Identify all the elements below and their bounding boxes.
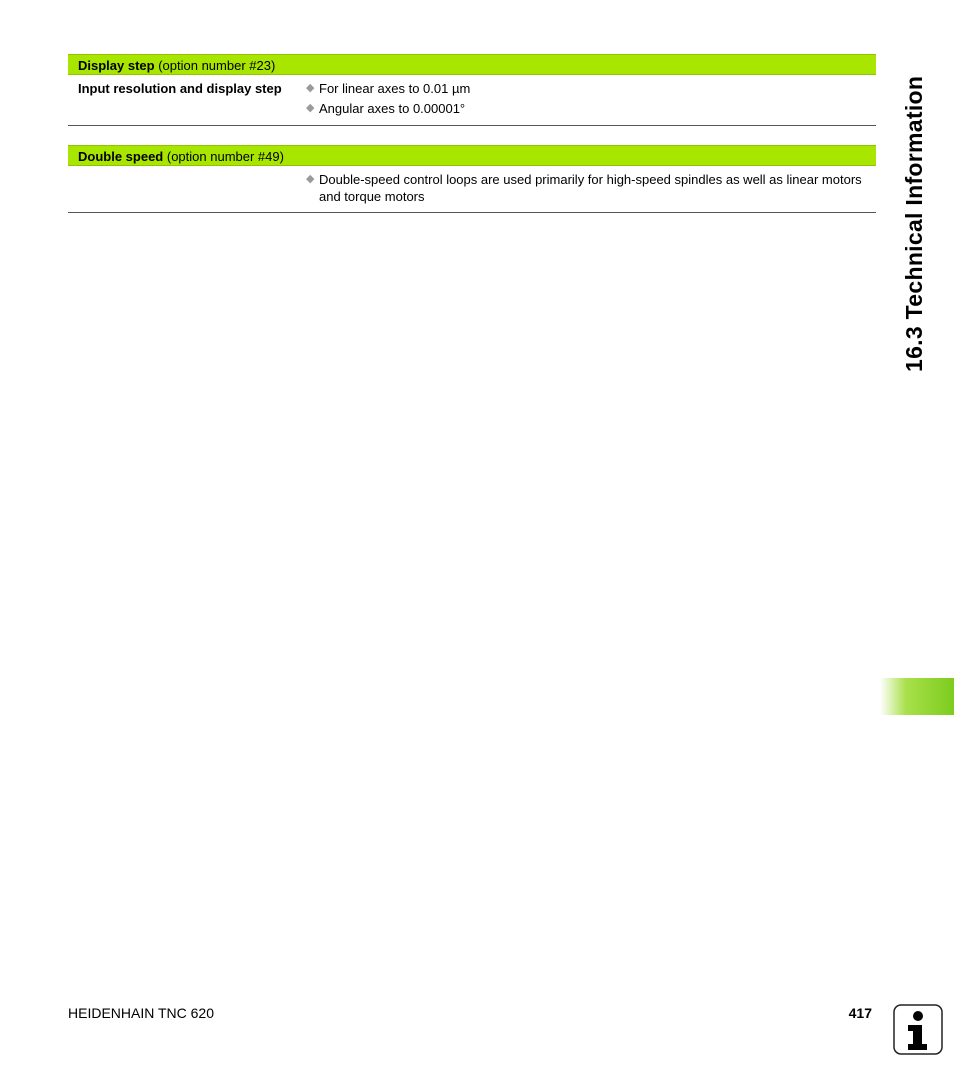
double-speed-title: Double speed <box>78 149 164 164</box>
display-step-table <box>68 54 876 126</box>
chapter-side-title: 16.3 Technical Information <box>901 75 927 372</box>
bullet-item <box>306 171 868 205</box>
double-speed-row <box>68 166 876 213</box>
info-icon <box>893 1004 943 1055</box>
bullet-text: For linear axes to 0.01 µm <box>319 81 471 96</box>
bullet-item <box>306 80 868 97</box>
diamond-bullet-icon: ◆ <box>306 102 315 114</box>
bullet-text: Angular axes to 0.00001° <box>319 101 466 116</box>
double-speed-bullet-list <box>306 171 868 208</box>
bullet-item <box>306 100 868 117</box>
display-step-header <box>68 54 876 75</box>
double-speed-table <box>68 145 876 213</box>
chapter-thumb-tab <box>880 678 954 715</box>
display-step-bullet-list <box>306 80 868 120</box>
diamond-bullet-icon: ◆ <box>306 82 315 94</box>
footer-product-name: HEIDENHAIN TNC 620 <box>68 1005 215 1021</box>
double-speed-header <box>68 145 876 166</box>
display-step-option-note: (option number #23) <box>158 58 276 73</box>
double-speed-option-note: (option number #49) <box>166 149 284 164</box>
page-number: 417 <box>848 1005 872 1021</box>
bullet-text: Double-speed control loops are used primarily for high-speed spindles as well as linear motors and torque motors <box>319 172 862 204</box>
diamond-bullet-icon: ◆ <box>306 173 315 185</box>
display-step-title: Display step <box>78 58 155 73</box>
display-step-row <box>68 75 876 126</box>
input-resolution-label: Input resolution and display step <box>78 81 282 96</box>
